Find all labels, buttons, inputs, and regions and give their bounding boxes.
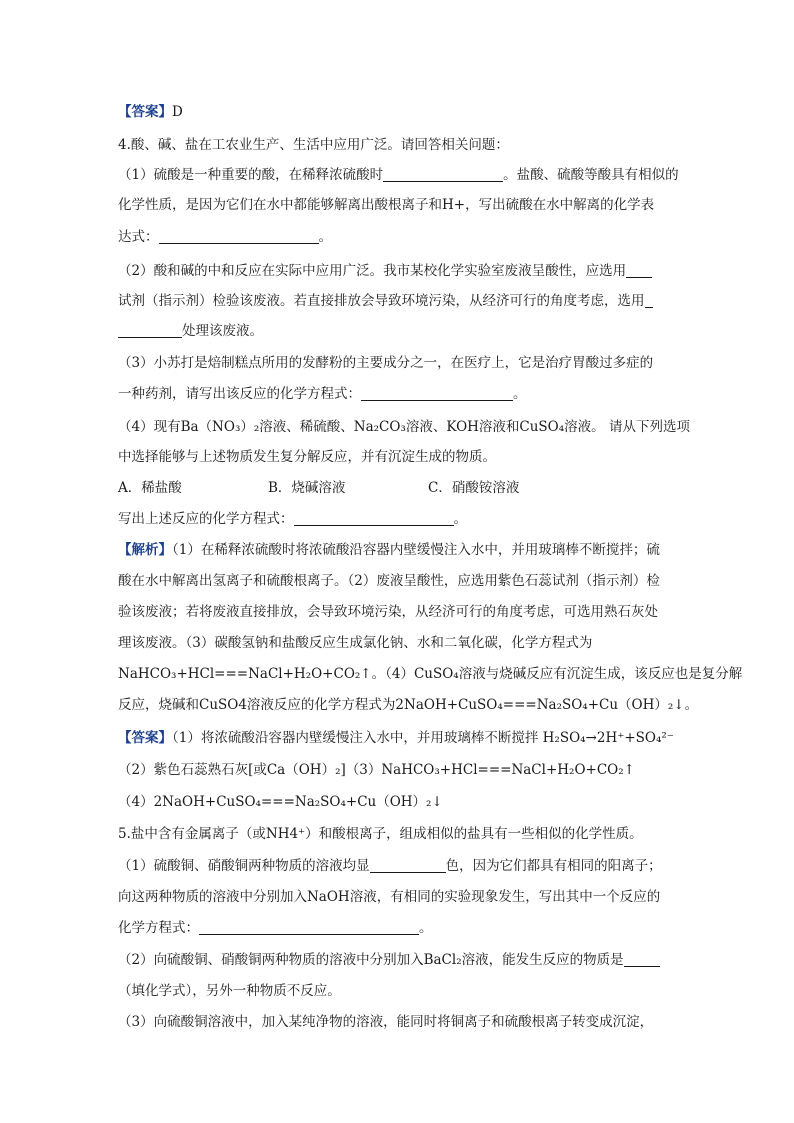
answer-line: 【答案】（1）将浓硫酸沿容器内壁缓慢注入水中，并用玻璃棒不断搅拌 H₂SO₄→2H⁺+SO₄²⁻ bbox=[118, 730, 674, 746]
question-line: （2）酸和碱的中和反应在实际中应用广泛。我市某校化学实验室废液呈酸性，应选用 bbox=[118, 262, 678, 280]
option-c: C．硝酸铵溶液 bbox=[428, 480, 520, 496]
options-row bbox=[118, 479, 678, 497]
analysis-line: 反应，烧碱和CuSO4溶液反应的化学方程式为2NaOH+CuSO₄===Na₂SO₄+Cu（OH）₂↓。 bbox=[118, 697, 699, 713]
analysis-line: 理该废液。（3）碳酸氢钠和盐酸反应生成氯化钠、水和二氧化碳，化学方程式为 bbox=[118, 635, 593, 651]
answer-blank bbox=[199, 920, 419, 935]
answer-blank bbox=[294, 511, 454, 526]
question-line: （1）硫酸铜、硝酸铜两种物质的溶液均显 色，因为它们都具有相同的阳离子； bbox=[118, 858, 662, 874]
question-line: （2）向硫酸铜、硝酸铜两种物质的溶液中分别加入BaCl₂溶液，能发生反应的物质是 bbox=[118, 951, 678, 969]
answer-blank bbox=[383, 167, 503, 182]
answer-line: （2）紫色石蕊熟石灰[或Ca（OH）₂]（3）NaHCO₃+HCl===NaCl+H₂O+CO₂↑ bbox=[118, 762, 635, 778]
question-line: （3）向硫酸铜溶液中，加入某纯净物的溶液，能同时将铜离子和硫酸根离子转变成沉淀， bbox=[118, 1014, 654, 1030]
option-a: A．稀盐酸 bbox=[118, 480, 182, 496]
answer-blank bbox=[361, 386, 513, 401]
analysis-line: 酸在水中解离出氢离子和硫酸根离子。（2）废液呈酸性，应选用紫色石蕊试剂（指示剂）检 bbox=[118, 573, 660, 589]
question-line: 一种药剂，请写出该反应的化学方程式： 。 bbox=[118, 386, 527, 402]
option-b: B．烧碱溶液 bbox=[268, 480, 346, 496]
question-line: 中选择能够与上述物质发生复分解反应，并有沉淀生成的物质。 bbox=[118, 449, 496, 465]
question-line: 处理该废液。 bbox=[118, 322, 678, 340]
answer-line: 【答案】D bbox=[118, 104, 183, 120]
answer-blank bbox=[645, 293, 653, 308]
question-line: 试剂（指示剂）检验该废液。若直接排放会导致环境污染，从经济可行的角度考虑，选用 bbox=[118, 292, 678, 310]
question-line: （填化学式），另外一种物质不反应。 bbox=[118, 983, 341, 999]
question-line: 写出上述反应的化学方程式： 。 bbox=[118, 511, 467, 527]
analysis-line: NaHCO₃+HCl===NaCl+H₂O+CO₂↑。（4）CuSO₄溶液与烧碱反应有沉淀生成，该反应也是复分解 bbox=[118, 666, 743, 682]
question-line: （1）硫酸是一种重要的酸，在稀释浓硫酸时 。盐酸、硫酸等酸具有相似的 bbox=[118, 167, 679, 183]
answer-blank bbox=[159, 229, 319, 244]
answer-line: （4）2NaOH+CuSO₄===Na₂SO₄+Cu（OH）₂↓ bbox=[118, 794, 443, 810]
answer-tag: 【答案】 bbox=[118, 104, 172, 120]
question-line: 达式： 。 bbox=[118, 229, 332, 245]
question-line: 向这两种物质的溶液中分别加入NaOH溶液，有相同的实验现象发生，写出其中一个反应的 bbox=[118, 889, 661, 905]
answer-blank bbox=[118, 323, 182, 338]
analysis-line: 验该废液；若将废液直接排放，会导致环境污染，从经济可行的角度考虑，可选用熟石灰处 bbox=[118, 604, 658, 620]
question-line: （4）现有Ba（NO₃）₂溶液、稀硫酸、Na₂CO₃溶液、KOH溶液和CuSO₄溶液。 请从下列选项 bbox=[118, 419, 690, 435]
question-line: 化学性质，是因为它们在水中都能够解离出酸根离子和H+，写出硫酸在水中解离的化学表 bbox=[118, 197, 655, 213]
analysis-tag: 【解析】 bbox=[118, 542, 172, 558]
answer-blank bbox=[624, 952, 660, 967]
answer-tag: 【答案】 bbox=[118, 730, 172, 746]
answer-blank bbox=[370, 858, 446, 873]
question-5-title: 5.盐中含有金属离子（或NH4⁺）和酸根离子，组成相似的盐具有一些相似的化学性质。 bbox=[118, 826, 643, 842]
question-4-title: 4.酸、碱、盐在工农业生产、生活中应用广泛。请回答相关问题： bbox=[118, 137, 509, 153]
analysis-line: 【解析】（1）在稀释浓硫酸时将浓硫酸沿容器内壁缓慢注入水中，并用玻璃棒不断搅拌；硫 bbox=[118, 542, 660, 558]
question-line: （3）小苏打是焙制糕点所用的发酵粉的主要成分之一，在医疗上，它是治疗胃酸过多症的 bbox=[118, 355, 654, 371]
answer-blank bbox=[626, 263, 652, 278]
question-line: 化学方程式： 。 bbox=[118, 920, 433, 936]
